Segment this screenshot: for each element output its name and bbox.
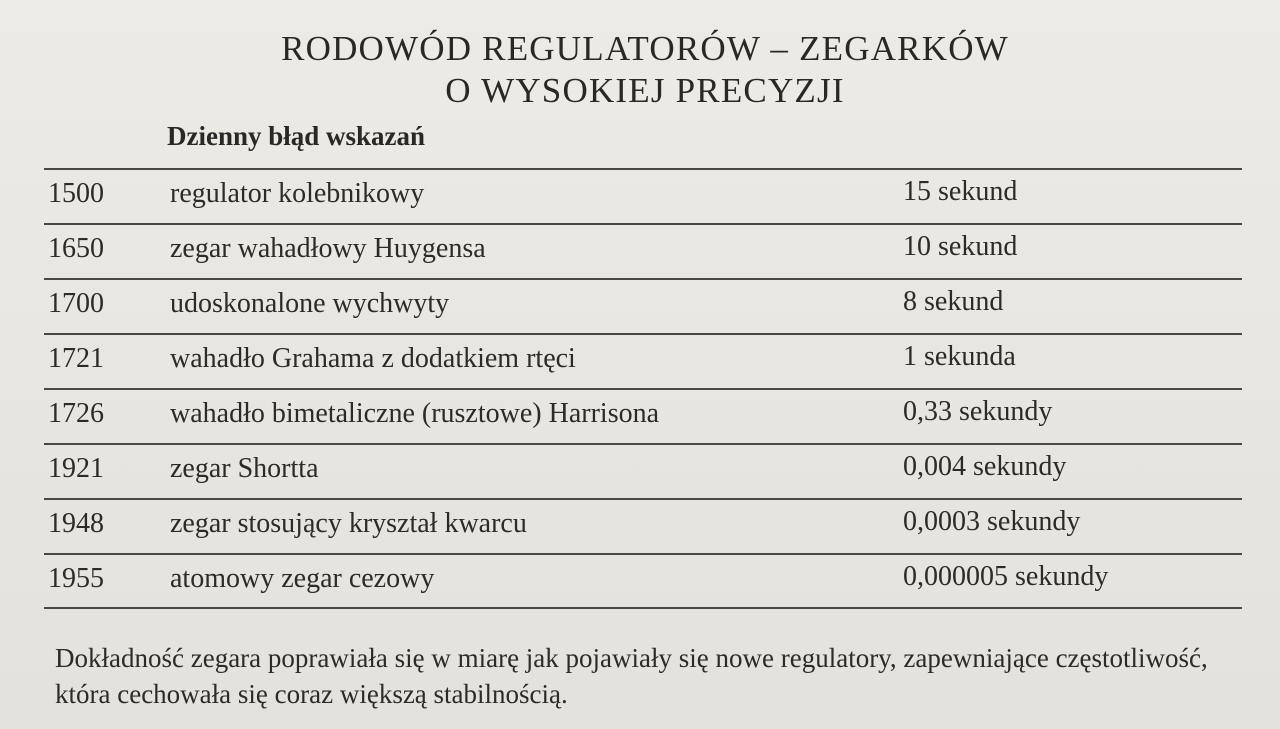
table-subheading: Dzienny błąd wskazań bbox=[167, 121, 426, 151]
row-regulator: wahadło bimetaliczne (rusztowe) Harrisona bbox=[170, 398, 660, 429]
table-caption: Dokładność zegara poprawiała się w miarę jak pojawiały się nowe regulatory, zapewniające częstotliwość, która cechowała się coraz większą stabilnością. bbox=[55, 643, 1208, 709]
row-daily-error: 0,33 sekundy bbox=[903, 396, 1053, 427]
row-divider bbox=[44, 443, 1242, 445]
row-year: 1921 bbox=[48, 453, 104, 484]
row-regulator: regulator kolebnikowy bbox=[170, 178, 425, 209]
row-daily-error: 0,004 sekundy bbox=[903, 451, 1067, 482]
row-regulator: zegar stosujący kryształ kwarcu bbox=[170, 508, 527, 539]
table-bottom-rule bbox=[44, 607, 1242, 609]
row-regulator: atomowy zegar cezowy bbox=[170, 563, 435, 594]
row-divider bbox=[44, 498, 1242, 500]
row-year: 1700 bbox=[48, 288, 104, 319]
page-title-line-1: RODOWÓD REGULATORÓW – ZEGARKÓW bbox=[281, 29, 1009, 68]
row-regulator: zegar wahadłowy Huygensa bbox=[170, 233, 486, 264]
row-daily-error: 10 sekund bbox=[903, 231, 1018, 262]
row-daily-error: 1 sekunda bbox=[903, 341, 1016, 372]
row-regulator: wahadło Grahama z dodatkiem rtęci bbox=[170, 343, 576, 374]
row-regulator: udoskonalone wychwyty bbox=[170, 288, 450, 319]
row-year: 1948 bbox=[48, 508, 104, 539]
row-year: 1500 bbox=[48, 178, 104, 209]
row-daily-error: 0,000005 sekundy bbox=[903, 561, 1109, 592]
row-regulator: zegar Shortta bbox=[170, 453, 319, 484]
row-year: 1721 bbox=[48, 343, 104, 374]
row-divider bbox=[44, 388, 1242, 390]
page-title-line-2: O WYSOKIEJ PRECYZJI bbox=[445, 71, 845, 110]
row-divider bbox=[44, 553, 1242, 555]
row-divider bbox=[44, 278, 1242, 280]
row-daily-error: 8 sekund bbox=[903, 286, 1004, 317]
table-top-rule bbox=[44, 168, 1242, 170]
row-year: 1726 bbox=[48, 398, 104, 429]
row-divider bbox=[44, 223, 1242, 225]
row-divider bbox=[44, 333, 1242, 335]
row-daily-error: 15 sekund bbox=[903, 176, 1018, 207]
row-year: 1650 bbox=[48, 233, 104, 264]
row-year: 1955 bbox=[48, 563, 104, 594]
row-daily-error: 0,0003 sekundy bbox=[903, 506, 1081, 537]
